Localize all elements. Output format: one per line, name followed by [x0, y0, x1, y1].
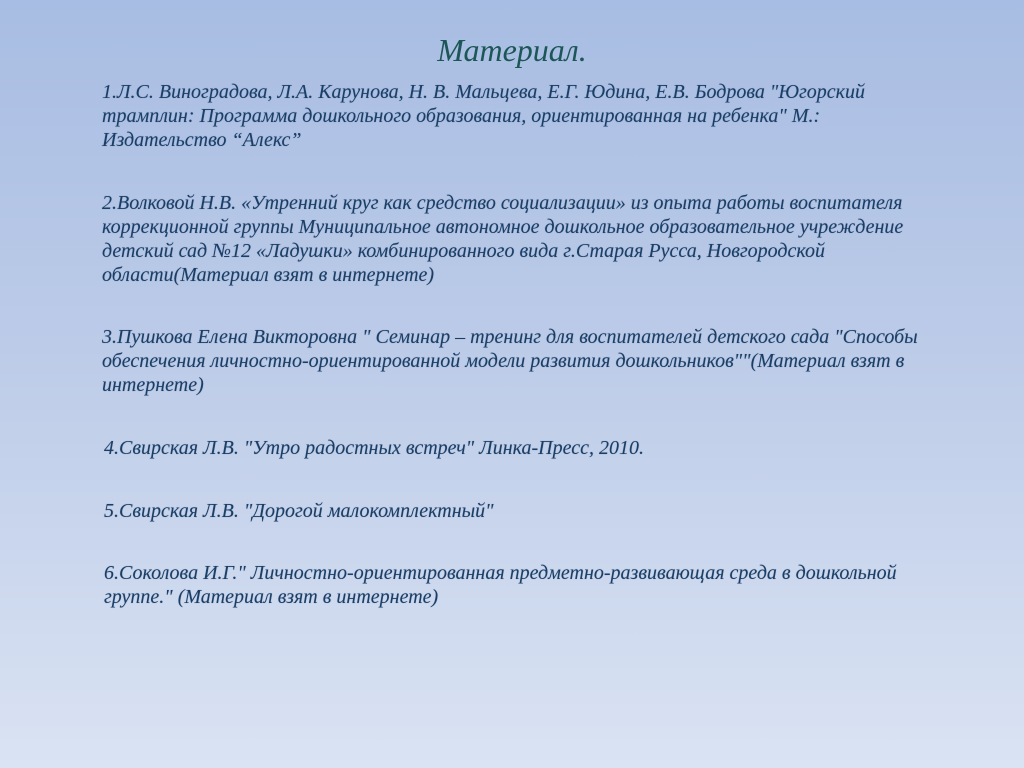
- reference-item-3: 3.Пушкова Елена Викторовна " Семинар – тренинг для воспитателей детского сада "Способы обеспечения личностно-ориентированной модели развития дошкольников""(Материал взят в интернете): [102, 326, 918, 396]
- reference-item-5: 5.Свирская Л.В. "Дорогой малокомплектный": [104, 500, 494, 522]
- reference-item-1: 1.Л.С. Виноградова, Л.А. Карунова, Н. В. Мальцева, Е.Г. Юдина, Е.В. Бодрова "Югорский трамплин: Программа дошкольного образования, ориентированная на ребенка" М.: Издательство “Алекс”: [102, 81, 866, 151]
- reference-item-4: 4.Свирская Л.В. "Утро радостных встреч" Линка-Пресс, 2010.: [104, 437, 644, 459]
- reference-item-6: 6.Соколова И.Г." Личностно-ориентированная предметно-развивающая среда в дошкольной группе." (Материал взят в интернете): [104, 562, 897, 608]
- reference-item-2: 2.Волковой Н.В. «Утренний круг как средство социализации» из опыта работы воспитателя коррекционной группы Муниципальное автономное дошкольное образовательное учреждение детский сад №12 «Ладушки» комбинированного вида г.Старая Русса, Новгородской области(Материал взят в интернете): [102, 192, 904, 286]
- slide-title: Материал.: [437, 32, 587, 68]
